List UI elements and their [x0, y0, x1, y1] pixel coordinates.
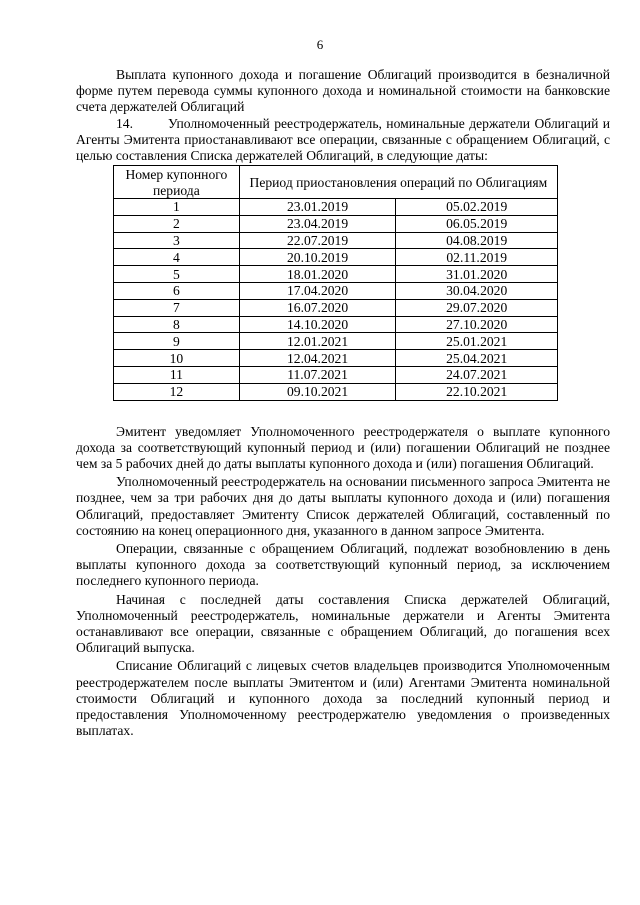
cell-period-number: 4 [114, 249, 240, 266]
cell-start-date: 18.01.2020 [239, 266, 396, 283]
cell-end-date: 31.01.2020 [396, 266, 558, 283]
table-row [114, 350, 558, 367]
table-row [114, 232, 558, 249]
cell-period-number: 11 [114, 367, 240, 384]
table-row [114, 383, 558, 400]
table-row [114, 215, 558, 232]
table-header-row [114, 166, 558, 199]
cell-start-date: 23.04.2019 [239, 215, 396, 232]
suspension-periods-table [113, 165, 558, 400]
cell-period-number: 2 [114, 215, 240, 232]
intro-paragraph: Выплата купонного дохода и погашение Облигаций производится в безналичной форме путем перевода суммы купонного дохода и номинальной стоимости на банковские счета держателей Облигаций [76, 67, 610, 115]
cell-period-number: 9 [114, 333, 240, 350]
document-body [76, 67, 610, 739]
cell-end-date: 22.10.2021 [396, 383, 558, 400]
table-row [114, 199, 558, 216]
cell-end-date: 25.01.2021 [396, 333, 558, 350]
cell-start-date: 11.07.2021 [239, 367, 396, 384]
cell-period-number: 5 [114, 266, 240, 283]
cell-period-number: 8 [114, 316, 240, 333]
cell-period-number: 12 [114, 383, 240, 400]
table-row [114, 283, 558, 300]
header-suspension-period: Период приостановления операций по Облигациям [239, 166, 557, 199]
table-row [114, 316, 558, 333]
cell-start-date: 12.01.2021 [239, 333, 396, 350]
paragraph-registrar-list: Уполномоченный реестродержатель на основании письменного запроса Эмитента не позднее, чем за три рабочих дня до даты выплаты купонного дохода и (или) погашения Облигаций, предоставляет Эмитенту Список держателей Облигаций, составленный по состоянию на конец операционного дня, указанного в данном запросе Эмитента. [76, 474, 610, 538]
table-row [114, 266, 558, 283]
table-spacer [76, 401, 610, 424]
item-14-paragraph [76, 116, 610, 165]
paragraph-issuer-notice: Эмитент уведомляет Уполномоченного реестродержателя о выплате купонного дохода за соответствующий купонный период и (или) погашении Облигаций не позднее чем за 5 рабочих дней до даты выплаты купонного дохода и (или) погашения Облигаций. [76, 423, 610, 471]
cell-end-date: 05.02.2019 [396, 199, 558, 216]
cell-end-date: 06.05.2019 [396, 215, 558, 232]
cell-period-number: 1 [114, 199, 240, 216]
paragraph-operations-resume: Операции, связанные с обращением Облигаций, подлежат возобновлению в день выплаты купонного дохода за соответствующий купонный период, за исключением последнего купонного периода. [76, 541, 610, 589]
table-row [114, 333, 558, 350]
cell-start-date: 14.10.2020 [239, 316, 396, 333]
table-row [114, 249, 558, 266]
cell-period-number: 3 [114, 232, 240, 249]
cell-period-number: 7 [114, 299, 240, 316]
cell-start-date: 17.04.2020 [239, 283, 396, 300]
table-row [114, 367, 558, 384]
cell-end-date: 27.10.2020 [396, 316, 558, 333]
cell-end-date: 24.07.2021 [396, 367, 558, 384]
paragraph-operations-stop: Начиная с последней даты составления Списка держателей Облигаций, Уполномоченный реестродержатель, номинальные держатели и Агенты Эмитента останавливают все операции, связанные с обращением Облигаций, до погашения всех Облигаций выпуска. [76, 591, 610, 656]
cell-start-date: 16.07.2020 [239, 299, 396, 316]
cell-end-date: 25.04.2021 [396, 350, 558, 367]
cell-end-date: 02.11.2019 [396, 249, 558, 266]
cell-start-date: 12.04.2021 [239, 350, 396, 367]
cell-end-date: 04.08.2019 [396, 232, 558, 249]
item-14-text: Уполномоченный реестродержатель, номинальные держатели Облигаций и Агенты Эмитента приостанавливают все операции, связанные с обращением Облигаций, с целью составления Списка держателей Облигаций, в следующие даты: [76, 115, 610, 164]
cell-end-date: 30.04.2020 [396, 283, 558, 300]
page-number: 6 [316, 37, 324, 52]
cell-period-number: 10 [114, 350, 240, 367]
cell-end-date: 29.07.2020 [396, 299, 558, 316]
cell-start-date: 20.10.2019 [239, 249, 396, 266]
cell-period-number: 6 [114, 283, 240, 300]
cell-start-date: 09.10.2021 [239, 383, 396, 400]
header-coupon-period: Номер купонного периода [114, 166, 240, 199]
paragraph-write-off: Списание Облигаций с лицевых счетов владельцев производится Уполномоченным реестродержателем после выплаты Эмитентом и (или) Агентами Эмитента номинальной стоимости Облигаций и купонного дохода за последний купонный период и предоставления Уполномоченному реестродержателю уведомления о произведенных выплатах. [76, 658, 610, 739]
cell-start-date: 22.07.2019 [239, 232, 396, 249]
cell-start-date: 23.01.2019 [239, 199, 396, 216]
item-14-number: 14. [116, 115, 133, 131]
table-row [114, 299, 558, 316]
